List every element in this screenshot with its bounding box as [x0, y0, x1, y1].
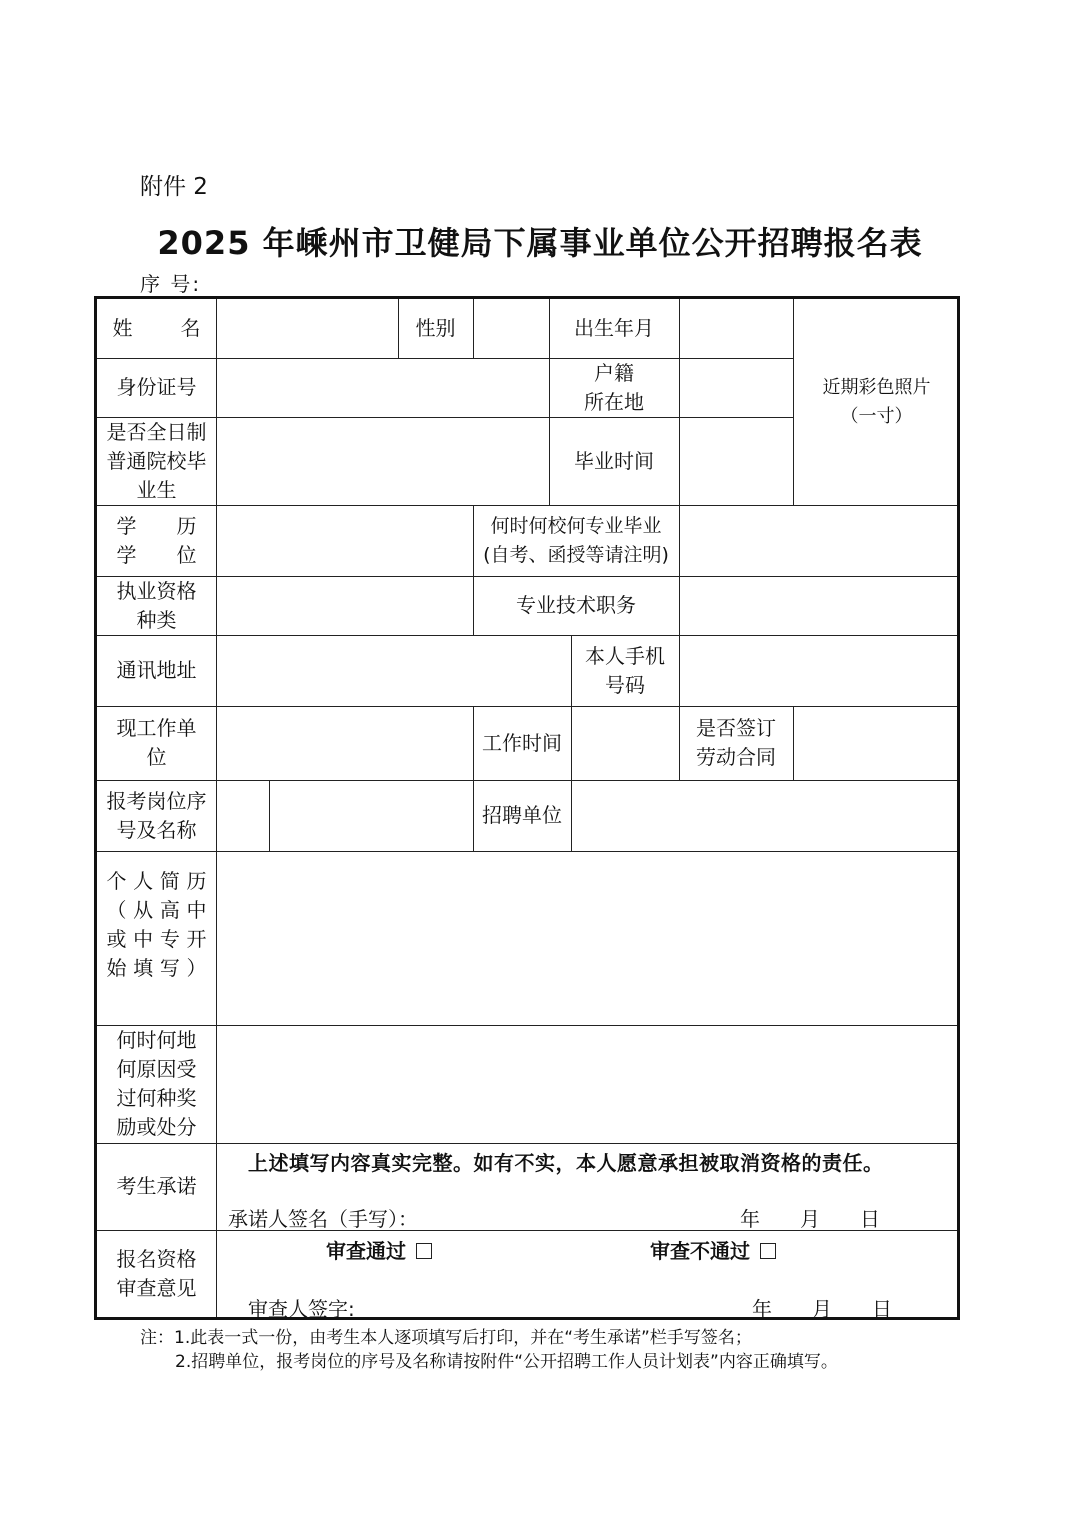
pledge-signature-label: 承诺人签名（手写）：	[228, 1207, 418, 1231]
notes	[140, 1326, 838, 1374]
photo-placeholder-label: 近期彩色照片 （一寸）	[822, 377, 931, 427]
graduation-school-label: 何时何校何专业毕业 (自考、函授等请注明)	[483, 514, 669, 566]
pledge-label: 考生承诺	[116, 1174, 197, 1198]
awards-punishments-label: 何时何地 何原因受 过何种奖 励或处分	[116, 1028, 197, 1139]
mobile-phone-label: 本人手机 号码	[585, 643, 665, 697]
mobile-phone-field[interactable]	[680, 636, 957, 706]
current-employer-label: 现工作单 位	[116, 716, 197, 769]
post-number-field[interactable]	[217, 781, 269, 851]
grid-line	[97, 1143, 957, 1144]
id-number-field[interactable]	[217, 359, 549, 417]
review-date-label: 年 月 日	[752, 1297, 892, 1321]
reviewer-signature-label: 审查人签字:	[248, 1297, 355, 1321]
technical-title-field[interactable]	[680, 577, 957, 635]
labor-contract-field[interactable]	[794, 707, 957, 780]
birth-date-label: 出生年月	[574, 316, 654, 340]
form-title: 2025 年嵊州市卫健局下属事业单位公开招聘报名表	[157, 224, 923, 262]
full-time-graduate-field[interactable]	[217, 418, 549, 505]
review-fail-checkbox[interactable]	[760, 1243, 776, 1259]
pledge-date-label: 年 月 日	[740, 1207, 880, 1231]
id-number-label: 身份证号	[116, 375, 197, 399]
technical-title-label: 专业技术职务	[516, 593, 636, 617]
work-time-label: 工作时间	[482, 730, 562, 755]
post-name-field[interactable]	[270, 781, 473, 851]
graduation-time-label: 毕业时间	[574, 448, 654, 473]
current-employer-field[interactable]	[217, 707, 473, 780]
qualification-type-field[interactable]	[217, 577, 473, 635]
name-field[interactable]	[217, 300, 398, 358]
address-label: 通讯地址	[116, 658, 197, 682]
gender-field[interactable]	[474, 300, 549, 358]
note-line-2: 2.招聘单位，报考岗位的序号及名称请按附件“公开招聘工作人员计划表”内容正确填写。	[175, 1352, 838, 1372]
attachment-label: 附件 2	[140, 174, 208, 200]
review-opinion-label: 报名资格 审查意见	[116, 1247, 197, 1300]
qualification-type-label: 执业资格 种类	[116, 578, 197, 632]
resume-field[interactable]	[217, 852, 957, 1025]
graduation-time-field[interactable]	[680, 418, 793, 505]
graduation-school-field[interactable]	[680, 506, 957, 576]
review-fail-option[interactable]	[650, 1235, 776, 1264]
hukou-field[interactable]	[680, 359, 793, 417]
serial-number-label: 序 号:	[140, 272, 202, 296]
gender-label: 性别	[415, 316, 456, 340]
education-degree-label: 学 历 学 位	[116, 513, 197, 567]
full-time-graduate-label: 是否全日制 普通院校毕 业生	[106, 419, 207, 502]
applied-post-label: 报考岗位序 号及名称	[106, 788, 207, 842]
pledge-statement: 上述填写内容真实完整。如有不实，本人愿意承担被取消资格的责任。	[248, 1151, 884, 1175]
awards-punishments-field[interactable]	[217, 1026, 957, 1143]
review-pass-option[interactable]	[326, 1235, 432, 1264]
resume-label: 个人简历 （从高中 或中专开 始填写）	[106, 869, 207, 980]
review-fail-label: 审查不通过	[650, 1239, 750, 1263]
recruiting-unit-field[interactable]	[572, 781, 957, 851]
work-time-field[interactable]	[572, 707, 679, 780]
recruiting-unit-label: 招聘单位	[482, 803, 562, 827]
hukou-label: 户籍 所在地	[584, 360, 644, 414]
education-degree-field[interactable]	[217, 506, 473, 576]
note-line-1: 注：1.此表一式一份，由考生本人逐项填写后打印，并在“考生承诺”栏手写签名；	[140, 1328, 752, 1348]
birth-date-field[interactable]	[680, 300, 793, 358]
name-label: 姓 名	[112, 316, 201, 340]
review-pass-label: 审查通过	[326, 1239, 406, 1263]
labor-contract-label: 是否签订 劳动合同	[696, 716, 776, 769]
review-pass-checkbox[interactable]	[416, 1243, 432, 1259]
address-field[interactable]	[217, 636, 571, 706]
